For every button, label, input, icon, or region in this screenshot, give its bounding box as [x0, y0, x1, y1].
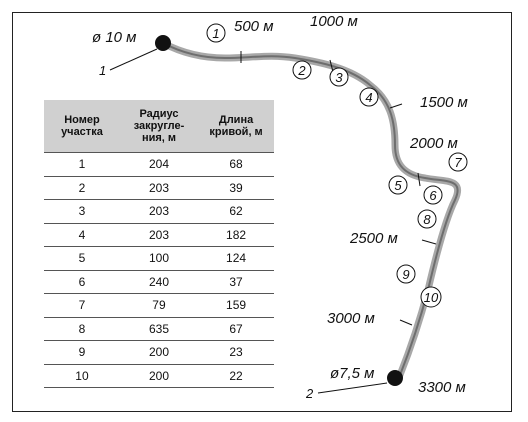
- section-number-6: 6: [429, 188, 437, 203]
- cell-section-number: 10: [44, 364, 120, 388]
- cell-section-number: 6: [44, 270, 120, 294]
- curve-table: [44, 100, 274, 388]
- header-section-number-text: Номер участка: [61, 114, 103, 138]
- distance-label-2500: 2500 м: [350, 230, 398, 247]
- section-number-2: 2: [298, 63, 306, 78]
- table-header-row: [44, 100, 274, 153]
- cell-radius: 200: [120, 341, 198, 365]
- cell-radius: 203: [120, 200, 198, 224]
- cell-curve-length: 159: [198, 294, 274, 318]
- header-radius: [120, 100, 198, 153]
- distance-label-1000: 1000 м: [310, 13, 358, 30]
- section-number-10: 10: [423, 290, 439, 305]
- start-point-dot: [155, 35, 171, 51]
- cell-radius: 203: [120, 223, 198, 247]
- table-row: [44, 247, 274, 271]
- header-curve-length-text: Длина кривой, м: [209, 114, 263, 138]
- table-row: [44, 270, 274, 294]
- table-row: [44, 153, 274, 177]
- cell-curve-length: 62: [198, 200, 274, 224]
- distance-label-3300: 3300 м: [418, 379, 466, 396]
- tick-2500: [422, 240, 436, 244]
- cell-radius: 635: [120, 317, 198, 341]
- distance-label-500: 500 м: [234, 18, 274, 35]
- section-number-4: 4: [365, 90, 373, 105]
- cell-section-number: 2: [44, 176, 120, 200]
- table-row: [44, 223, 274, 247]
- header-radius-text: Радиус закругле- ния, м: [133, 108, 185, 144]
- table-row: [44, 317, 274, 341]
- cell-radius: 203: [120, 176, 198, 200]
- cell-curve-length: 68: [198, 153, 274, 177]
- pointer-label-end: 2: [306, 386, 314, 401]
- table-row: [44, 364, 274, 388]
- pointer-line-end: [318, 383, 387, 393]
- cell-radius: 204: [120, 153, 198, 177]
- cell-curve-length: 39: [198, 176, 274, 200]
- section-number-1: 1: [212, 26, 220, 41]
- section-number-3: 3: [335, 70, 343, 85]
- cell-section-number: 8: [44, 317, 120, 341]
- cell-section-number: 1: [44, 153, 120, 177]
- cell-curve-length: 182: [198, 223, 274, 247]
- pointer-line-start: [110, 49, 157, 70]
- section-number-5: 5: [394, 178, 402, 193]
- cell-curve-length: 124: [198, 247, 274, 271]
- section-number-8: 8: [423, 212, 431, 227]
- header-section-number: [44, 100, 120, 153]
- cell-section-number: 3: [44, 200, 120, 224]
- table-row: [44, 341, 274, 365]
- cell-section-number: 5: [44, 247, 120, 271]
- section-number-7: 7: [454, 155, 462, 170]
- header-curve-length: [198, 100, 274, 153]
- distance-label-1500: 1500 м: [420, 94, 468, 111]
- table-row: [44, 176, 274, 200]
- cell-section-number: 7: [44, 294, 120, 318]
- distance-label-3000: 3000 м: [327, 310, 375, 327]
- cell-curve-length: 23: [198, 341, 274, 365]
- tick-1500: [390, 104, 402, 108]
- cell-radius: 200: [120, 364, 198, 388]
- section-number-9: 9: [402, 267, 410, 282]
- cell-radius: 79: [120, 294, 198, 318]
- cell-radius: 240: [120, 270, 198, 294]
- cell-section-number: 9: [44, 341, 120, 365]
- end-point-dot: [387, 370, 403, 386]
- start-diameter-label: ø 10 м: [92, 29, 137, 46]
- pointer-label-start: 1: [99, 63, 107, 78]
- end-diameter-label: ø7,5 м: [330, 365, 375, 382]
- table-row: [44, 200, 274, 224]
- cell-radius: 100: [120, 247, 198, 271]
- cell-curve-length: 37: [198, 270, 274, 294]
- table-row: [44, 294, 274, 318]
- cell-curve-length: 67: [198, 317, 274, 341]
- cell-curve-length: 22: [198, 364, 274, 388]
- distance-label-2000: 2000 м: [410, 135, 458, 152]
- tick-3000: [400, 320, 412, 325]
- cell-section-number: 4: [44, 223, 120, 247]
